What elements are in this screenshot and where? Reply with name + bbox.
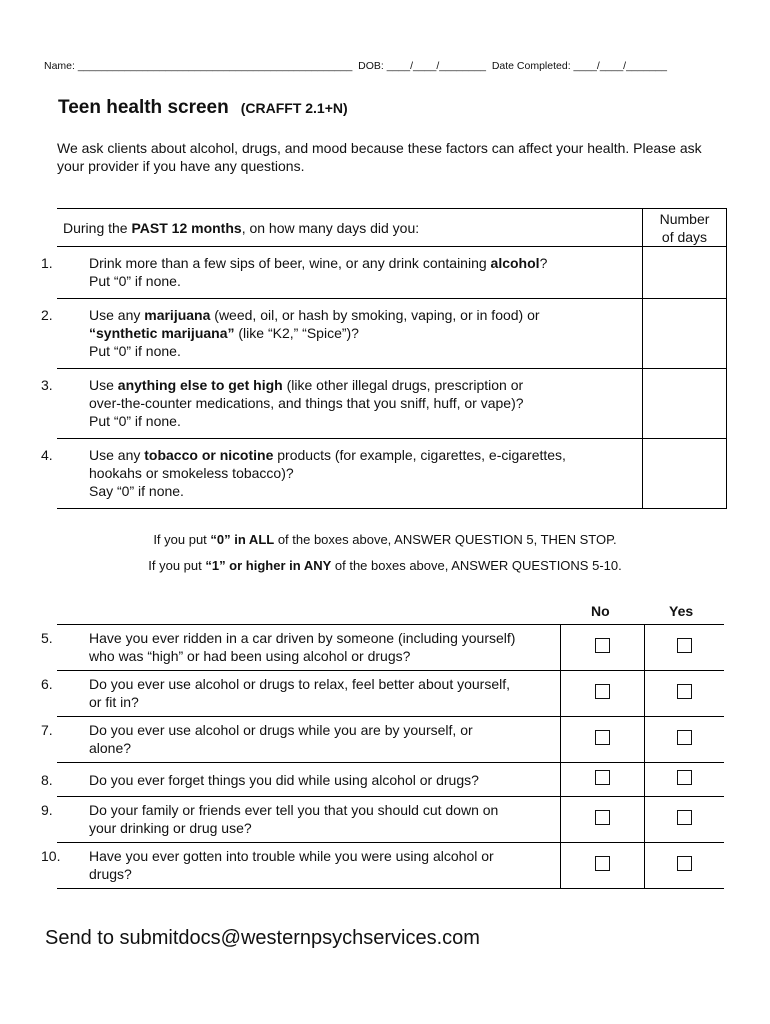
intro-text: We ask clients about alcohol, drugs, and mood because these factors can affect your health. Please ask your provider if you have any questions. <box>57 140 702 174</box>
yes-no-question-8: 8. Do you ever forget things you did while using alcohol or drugs? <box>57 763 560 797</box>
send-to-email: Send to submitdocs@westernpsychservices.com <box>45 927 480 949</box>
q6-yes-checkbox[interactable] <box>677 684 692 699</box>
days-table-header: During the PAST 12 months, on how many days did you: <box>57 209 643 247</box>
q9-yes-checkbox[interactable] <box>677 810 692 825</box>
days-input-1[interactable] <box>643 247 727 299</box>
q5-yes-checkbox[interactable] <box>677 638 692 653</box>
q5-no-checkbox[interactable] <box>595 638 610 653</box>
days-input-3[interactable] <box>643 369 727 439</box>
q8-no-checkbox[interactable] <box>595 770 610 785</box>
page-subtitle: (CRAFFT 2.1+N) <box>240 100 348 116</box>
yes-no-question-10: 10. Have you ever gotten into trouble while you were using alcohol or drugs? <box>57 843 560 889</box>
yes-no-table <box>41 624 724 889</box>
instruction-line-1: If you put “0” in ALL of the boxes above, ANSWER QUESTION 5, THEN STOP. <box>153 532 617 547</box>
form-header-fields: Name: _______________________________________________ DOB: ____/____/________ Date Completed: ____/____/_______ <box>44 60 667 72</box>
days-question-1: 1. Drink more than a few sips of beer, wine, or any drink containing alcohol? Put “0” if none. <box>57 247 643 299</box>
yes-no-question-6: 6. Do you ever use alcohol or drugs to relax, feel better about yourself, or fit in? <box>57 671 560 717</box>
yes-no-question-7: 7. Do you ever use alcohol or drugs while you are by yourself, or alone? <box>57 717 560 763</box>
days-question-4: 4. Use any tobacco or nicotine products (for example, cigarettes, e-cigarettes, hookahs or smokeless tobacco)? Say “0” if none. <box>57 439 643 509</box>
page-title: Teen health screen <box>58 97 229 118</box>
days-input-2[interactable] <box>643 299 727 369</box>
yes-no-question-5: 5. Have you ever ridden in a car driven by someone (including yourself) who was “high” or had been using alcohol or drugs? <box>57 625 560 671</box>
q7-no-checkbox[interactable] <box>595 730 610 745</box>
number-of-days-header: Number of days <box>643 209 727 247</box>
title-row <box>58 97 348 119</box>
no-column-header: No <box>591 603 610 619</box>
q10-yes-checkbox[interactable] <box>677 856 692 871</box>
days-table <box>41 208 727 509</box>
q6-no-checkbox[interactable] <box>595 684 610 699</box>
q8-yes-checkbox[interactable] <box>677 770 692 785</box>
days-question-2: 2. Use any marijuana (weed, oil, or hash by smoking, vaping, or in food) or “synthetic marijuana” (like “K2,” “Spice”)? Put “0” if none. <box>57 299 643 369</box>
q9-no-checkbox[interactable] <box>595 810 610 825</box>
q7-yes-checkbox[interactable] <box>677 730 692 745</box>
q10-no-checkbox[interactable] <box>595 856 610 871</box>
instruction-line-2: If you put “1” or higher in ANY of the boxes above, ANSWER QUESTIONS 5-10. <box>148 558 622 573</box>
days-input-4[interactable] <box>643 439 727 509</box>
yes-no-question-9: 9. Do your family or friends ever tell you that you should cut down on your drinking or drug use? <box>57 797 560 843</box>
days-question-3: 3. Use anything else to get high (like other illegal drugs, prescription or over-the-counter medications, and things that you sniff, huff, or vape)? Put “0” if none. <box>57 369 643 439</box>
yes-column-header: Yes <box>669 603 694 619</box>
